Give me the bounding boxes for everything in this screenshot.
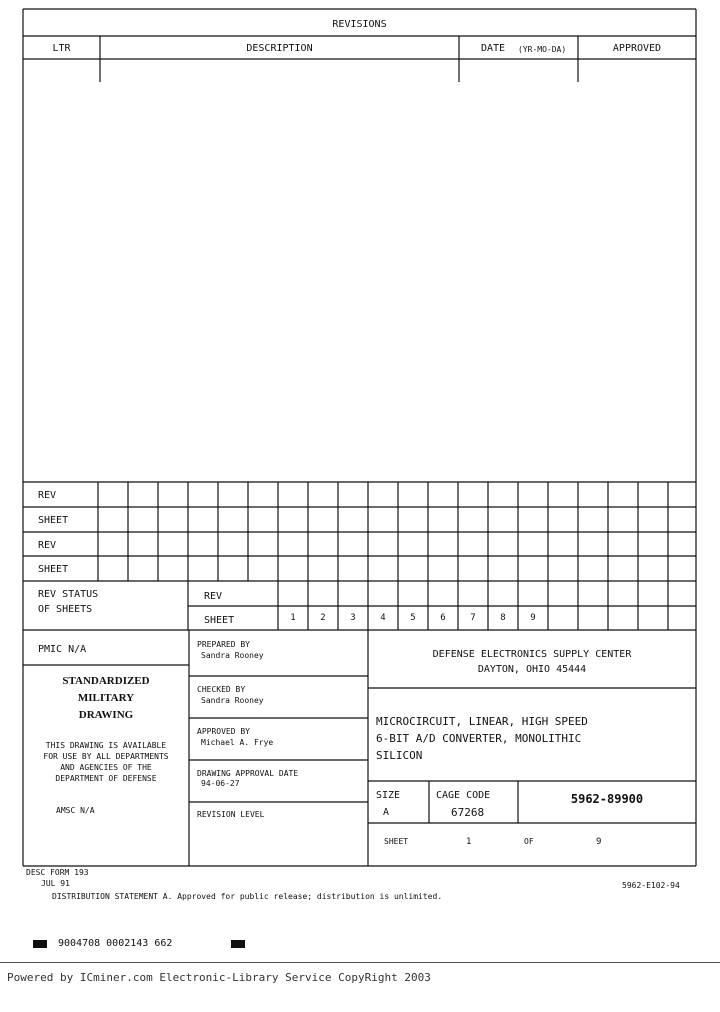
- column-description: DESCRIPTION: [246, 43, 313, 54]
- approved-by-name: Michael A. Frye: [201, 738, 274, 747]
- sheet-number: 2: [320, 613, 326, 623]
- availability-note: THIS DRAWING IS AVAILABLE: [45, 741, 167, 750]
- drawing-title-line: SILICON: [376, 749, 423, 762]
- standardized-label: STANDARDIZED: [62, 675, 150, 687]
- revisions-title: REVISIONS: [332, 19, 387, 30]
- agency-name: DEFENSE ELECTRONICS SUPPLY CENTER: [432, 649, 632, 660]
- form-code: 5962-E102-94: [622, 881, 680, 890]
- sheet-number: 1: [290, 613, 296, 623]
- powered-by-link[interactable]: Powered by ICminer.com Electronic-Library Service CopyRight 2003: [7, 971, 431, 984]
- checked-by-name: Sandra Rooney: [201, 696, 264, 705]
- of-label: OF: [524, 837, 534, 846]
- size-value: A: [383, 807, 390, 818]
- pmic-label: PMIC N/A: [38, 644, 87, 655]
- prepared-by-label: PREPARED BY: [197, 640, 250, 649]
- column-ltr: LTR: [52, 43, 71, 54]
- availability-note: FOR USE BY ALL DEPARTMENTS: [43, 752, 169, 761]
- rev-row-label: REV: [38, 490, 57, 501]
- barcode-text: 9004708 0002143 662: [58, 938, 173, 949]
- sheet-number: 9: [530, 613, 536, 623]
- approval-date-value: 94-06-27: [201, 779, 240, 788]
- barcode-block-icon: [33, 940, 47, 948]
- sheet-label: SHEET: [384, 837, 409, 846]
- sheet-row-label: SHEET: [38, 515, 69, 526]
- approval-date-label: DRAWING APPROVAL DATE: [197, 769, 299, 778]
- form-date: JUL 91: [41, 879, 70, 888]
- prepared-by-name: Sandra Rooney: [201, 651, 264, 660]
- sheet-number: 6: [440, 613, 446, 623]
- form-number: DESC FORM 193: [26, 868, 89, 877]
- drawing-number: 5962-89900: [570, 792, 644, 806]
- rev-status-rev-label: REV: [204, 591, 223, 602]
- drawing-title-line: 6-BIT A/D CONVERTER, MONOLITHIC: [376, 732, 582, 745]
- sheet-number: 8: [500, 613, 506, 623]
- amsc-label: AMSC N/A: [56, 806, 95, 815]
- column-date-format: (YR-MO-DA): [518, 45, 567, 54]
- sheet-number: 5: [410, 613, 416, 623]
- cage-code-value: 67268: [451, 806, 485, 819]
- rev-row-label: REV: [38, 540, 57, 551]
- of-value: 9: [596, 837, 602, 847]
- drawing-title-line: MICROCIRCUIT, LINEAR, HIGH SPEED: [376, 715, 588, 728]
- approved-by-label: APPROVED BY: [197, 727, 250, 736]
- column-date: DATE: [481, 43, 506, 54]
- agency-location: DAYTON, OHIO 45444: [477, 664, 587, 675]
- sheet-number: 7: [470, 613, 476, 623]
- availability-note: AND AGENCIES OF THE: [60, 763, 152, 772]
- sheet-value: 1: [466, 837, 472, 847]
- sheet-number: 3: [350, 613, 356, 623]
- sheet-row-label: SHEET: [38, 564, 69, 575]
- military-label: MILITARY: [77, 692, 135, 704]
- footer-divider: [0, 962, 720, 963]
- checked-by-label: CHECKED BY: [197, 685, 246, 694]
- rev-status-label: REV STATUS: [38, 589, 99, 600]
- drawing-label: DRAWING: [78, 709, 134, 721]
- rev-status-sheet-label: SHEET: [204, 615, 235, 626]
- barcode-block-icon: [231, 940, 245, 948]
- column-approved: APPROVED: [612, 43, 662, 54]
- of-sheets-label: OF SHEETS: [38, 604, 93, 615]
- distribution-statement: DISTRIBUTION STATEMENT A. Approved for public release; distribution is unlimited.: [52, 892, 443, 901]
- availability-note: DEPARTMENT OF DEFENSE: [55, 774, 157, 783]
- cage-code-label: CAGE CODE: [436, 790, 491, 801]
- size-label: SIZE: [376, 790, 401, 801]
- revision-level-label: REVISION LEVEL: [197, 810, 265, 819]
- sheet-number: 4: [380, 613, 386, 623]
